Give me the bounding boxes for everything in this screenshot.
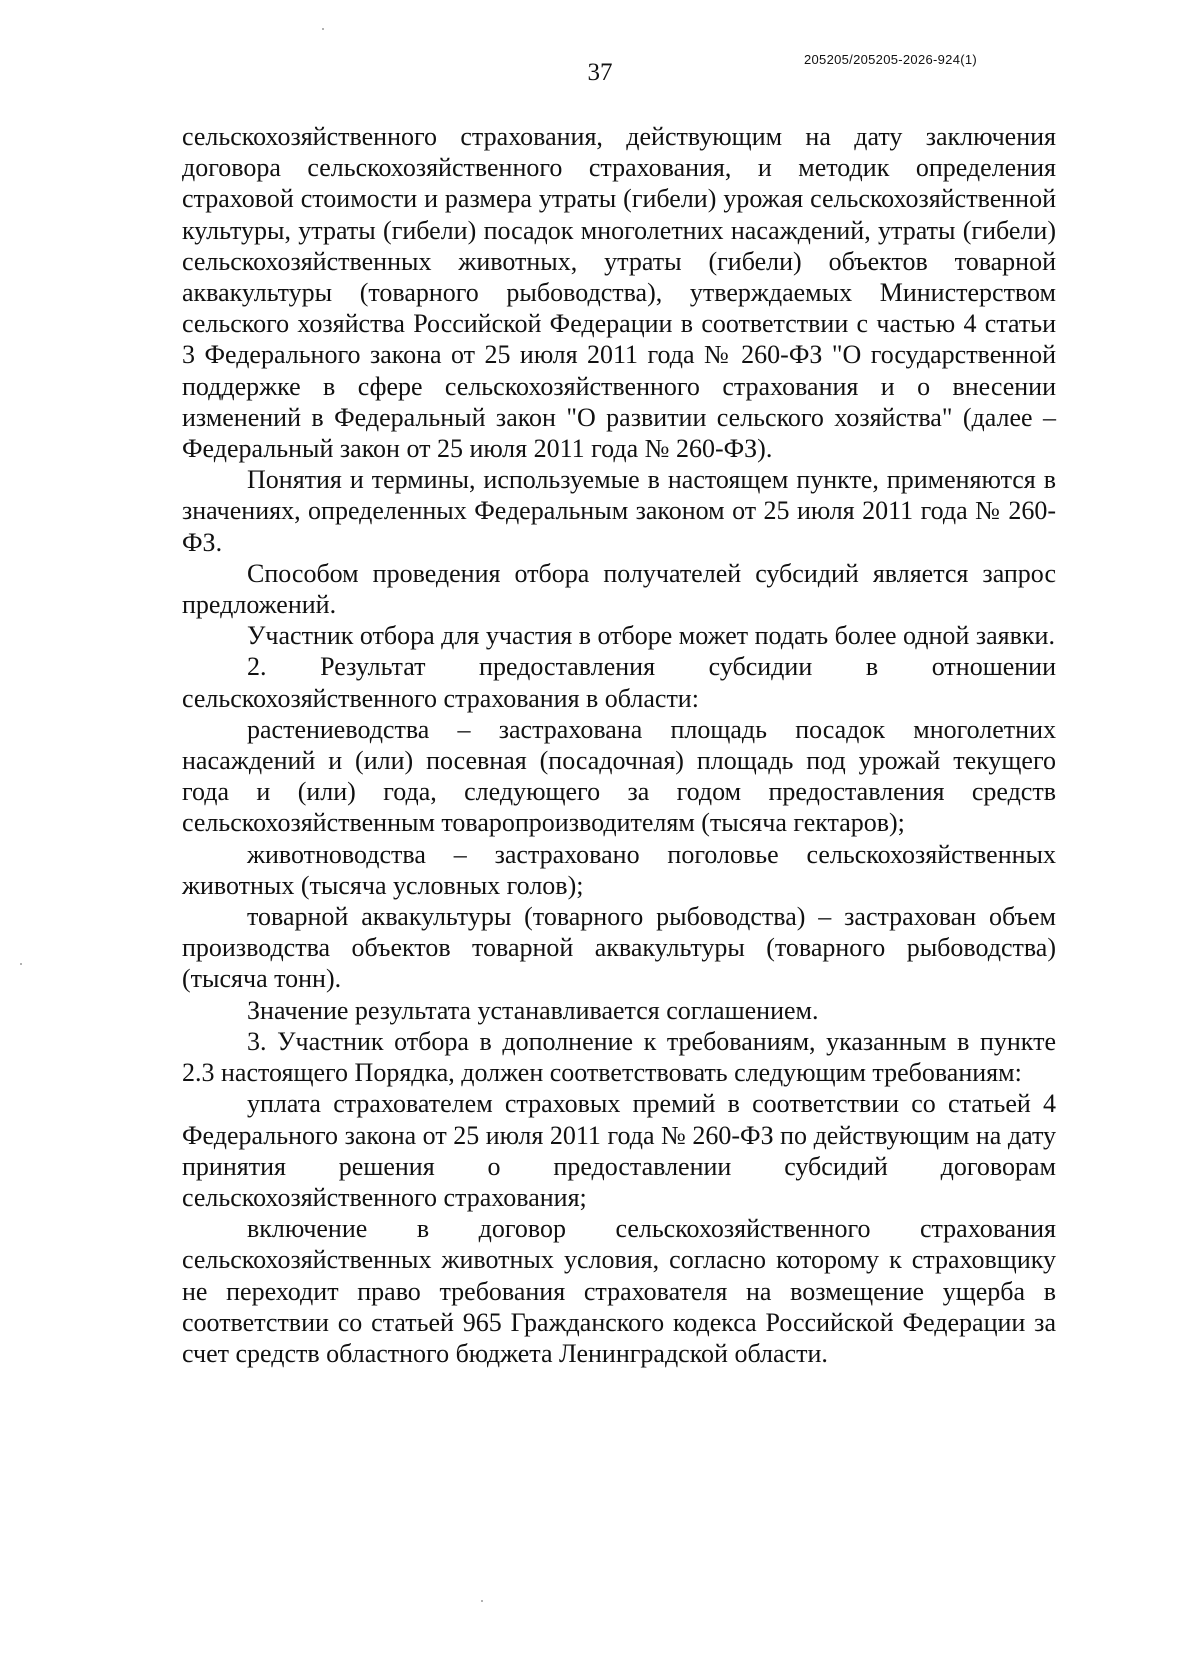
paragraph-contract-condition: включение в договор сельскохозяйственного страхования сельскохозяйственных животных условия, согласно которому к страховщику не переходит право требования страхователя на возмещение ущерба в соответствии со статьей 965 Гражданского кодекса Российской Федерации за счет средств областного бюджета Ленинградской области. (182, 1214, 1056, 1368)
document-code: 205205/205205-2026-924(1) (804, 52, 978, 67)
paragraph-livestock: животноводства – застраховано поголовье сельскохозяйственных животных (тысяча условных голов); (182, 839, 1056, 900)
scan-speck (481, 1600, 483, 1602)
scan-speck (322, 28, 324, 30)
paragraph-result-value: Значение результата устанавливается соглашением. (247, 995, 819, 1025)
paragraph-item-2: 2. Результат предоставления субсидии в отношении сельскохозяйственного страхования в области: (182, 652, 1056, 713)
paragraph-multiple-applications: Участник отбора для участия в отборе может подать более одной заявки. (247, 621, 1055, 651)
paragraph-selection-method: Способом проведения отбора получателей субсидий является запрос предложений. (182, 558, 1056, 620)
paragraph-terms: Понятия и термины, используемые в настоящем пункте, применяются в значениях, определенных Федеральным законом от 25 июля 2011 года № 260-ФЗ. (182, 465, 1056, 557)
paragraph-premium-payment: уплата страхователем страховых премий в соответствии со статьей 4 Федерального закона от 25 июля 2011 года № 260-ФЗ по действующим на дату принятия решения о предоставлении субсидий договорам сельскохозяйственного страхования; (182, 1089, 1056, 1212)
paragraph-item-3: 3. Участник отбора в дополнение к требованиям, указанным в пункте 2.3 настоящего Порядка, должен соответствовать следующим требованиям: (182, 1026, 1056, 1088)
paragraph-crop-production: растениеводства – застрахована площадь посадок многолетних насаждений и (или) посевная (посадочная) площадь под урожай текущего года и (или) года, следующего за годом предоставления средств сельскохозяйственным товаропроизводителям (тысяча гектаров); (182, 714, 1056, 838)
document-body (182, 121, 1056, 1369)
page-number: 37 (587, 59, 613, 86)
scan-speck (20, 963, 22, 965)
paragraph-aquaculture: товарной аквакультуры (товарного рыбоводства) – застрахован объем производства объектов товарной аквакультуры (товарного рыбоводства) (тысяча тонн). (182, 902, 1056, 994)
paragraph-continued: сельскохозяйственного страхования, действующим на дату заключения договора сельскохозяйственного страхования, и методик определения страховой стоимости и размера утраты (гибели) урожая сельскохозяйственной культуры, утраты (гибели) посадок многолетних насаждений, утраты (гибели) сельскохозяйственных животных, утраты (гибели) объектов товарной аквакультуры (товарного рыбоводства), утверждаемых Министерством сельского хозяйства Российской Федерации в соответствии с частью 4 статьи 3 Федерального закона от 25 июля 2011 года № 260-ФЗ "О государственной поддержке в сфере сельскохозяйственного страхования и о внесении изменений в Федеральный закон "О развитии сельского хозяйства" (далее – Федеральный закон от 25 июля 2011 года № 260-ФЗ). (182, 122, 1056, 464)
